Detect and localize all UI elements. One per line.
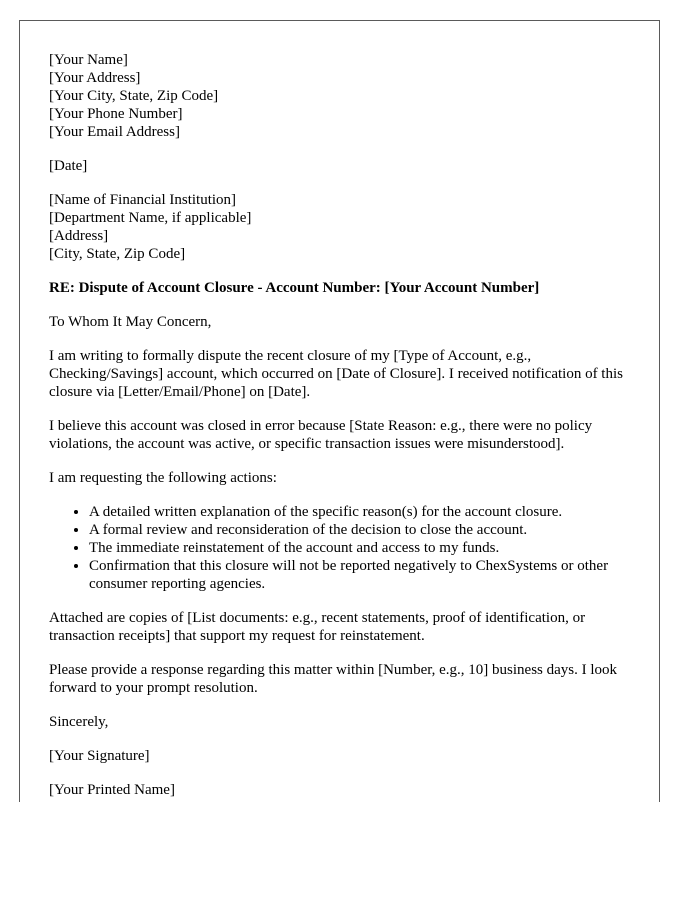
subject-line: RE: Dispute of Account Closure - Account Number: [Your Account Number] <box>49 280 540 296</box>
attachments-paragraph: Attached are copies of [List documents: e.g., recent statements, proof of identification, or transaction receipts] that support my request for reinstatement. <box>49 610 586 644</box>
recipient-institution: [Name of Financial Institution] <box>49 192 237 208</box>
printed-name: [Your Printed Name] <box>49 782 175 798</box>
sender-name: [Your Name] <box>49 52 128 68</box>
closing: Sincerely, <box>49 714 109 730</box>
sender-email: [Your Email Address] <box>49 124 180 140</box>
letter-page <box>19 20 660 802</box>
sender-address: [Your Address] <box>49 70 141 86</box>
reason-paragraph: I believe this account was closed in error because [State Reason: e.g., there were no policy violations, the account was active, or specific transaction issues were misunderstood]. <box>49 418 593 452</box>
recipient-department: [Department Name, if applicable] <box>49 210 252 226</box>
date-block <box>49 157 634 175</box>
list-item: • A detailed written explanation of the specific reason(s) for the account closure. <box>89 503 634 521</box>
sender-block <box>49 51 634 141</box>
list-item: • Confirmation that this closure will not be reported negatively to ChexSystems or other consumer reporting agencies. <box>89 557 634 593</box>
sender-city-state-zip: [Your City, State, Zip Code] <box>49 88 219 104</box>
recipient-city-state-zip: [City, State, Zip Code] <box>49 246 186 262</box>
list-item: • A formal review and reconsideration of the decision to close the account. <box>89 521 634 539</box>
salutation: To Whom It May Concern, <box>49 314 212 330</box>
requested-actions-list <box>49 503 634 593</box>
response-paragraph: Please provide a response regarding this matter within [Number, e.g., 10] business days. I look forward to your prompt resolution. <box>49 662 618 696</box>
sender-phone: [Your Phone Number] <box>49 106 183 122</box>
request-intro-paragraph: I am requesting the following actions: <box>49 470 277 486</box>
letter-date: [Date] <box>49 158 88 174</box>
intro-paragraph: I am writing to formally dispute the recent closure of my [Type of Account, e.g., Checking/Savings] account, which occurred on [Date of Closure]. I received notification of this closure via [Letter/Email/Phone] on [Date]. <box>49 348 623 400</box>
signature: [Your Signature] <box>49 748 150 764</box>
recipient-address: [Address] <box>49 228 109 244</box>
letter-content <box>49 51 634 802</box>
list-item: • The immediate reinstatement of the account and access to my funds. <box>89 539 634 557</box>
recipient-block <box>49 191 634 263</box>
